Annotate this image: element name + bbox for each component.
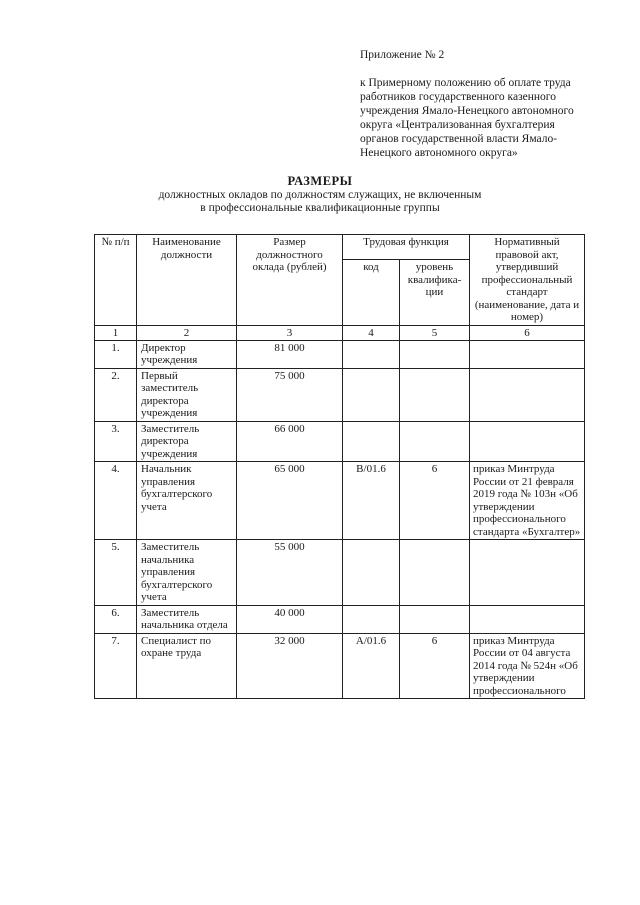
level-cell: 6 — [400, 462, 470, 540]
legal-act-cell: приказ Минтруда России от 04 августа 2014 года № 524н «Об утверждении профессионального — [470, 633, 585, 699]
column-number-cell: 3 — [237, 325, 343, 340]
salary-cell: 55 000 — [237, 540, 343, 606]
legal-act-cell: приказ Минтруда России от 21 февраля 2019 года № 103н «Об утверждении профессионального стандарта «Бухгалтер» — [470, 462, 585, 540]
header-position-name: Наименование должности — [137, 235, 237, 326]
table-body — [95, 325, 585, 699]
appendix-line: Ненецкого автономного округа» — [360, 147, 518, 159]
document-subtitle-line-2: в профессиональные квалификационные группы — [200, 202, 440, 214]
position-name-cell: Начальник управления бухгалтерского учета — [137, 462, 237, 540]
level-cell — [400, 605, 470, 633]
legal-act-cell — [470, 421, 585, 462]
header-salary: Размер должностного оклада (рублей) — [237, 235, 343, 326]
row-number-cell: 2. — [95, 368, 137, 421]
header-legal-act: Нормативный правовой акт, утвердивший профессиональный стандарт (наименование, дата и номер) — [470, 235, 585, 326]
position-name-cell: Заместитель начальника управления бухгалтерского учета — [137, 540, 237, 606]
position-name-cell: Заместитель директора учреждения — [137, 421, 237, 462]
legal-act-cell — [470, 340, 585, 368]
code-cell: A/01.6 — [343, 633, 400, 699]
table-row — [95, 633, 585, 699]
header-labor-function: Трудовая функция — [343, 235, 470, 260]
appendix-line: органов государственной власти Ямало- — [360, 133, 558, 145]
column-number-cell: 5 — [400, 325, 470, 340]
table-row — [95, 340, 585, 368]
salary-cell: 32 000 — [237, 633, 343, 699]
code-cell — [343, 368, 400, 421]
column-number-cell: 2 — [137, 325, 237, 340]
legal-act-cell — [470, 540, 585, 606]
position-name-cell: Директор учреждения — [137, 340, 237, 368]
table-row — [95, 368, 585, 421]
column-number-cell: 6 — [470, 325, 585, 340]
position-name-cell: Заместитель начальника отдела — [137, 605, 237, 633]
legal-act-cell — [470, 368, 585, 421]
salary-table — [94, 234, 585, 699]
appendix-block — [360, 48, 610, 160]
table-row — [95, 540, 585, 606]
row-number-cell: 1. — [95, 340, 137, 368]
position-name-cell: Первый заместитель директора учреждения — [137, 368, 237, 421]
level-cell — [400, 540, 470, 606]
salary-cell: 65 000 — [237, 462, 343, 540]
document-title: РАЗМЕРЫ — [287, 174, 353, 188]
level-cell — [400, 368, 470, 421]
header-level: уровень квалифика-ции — [400, 260, 470, 325]
appendix-line: учреждения Ямало-Ненецкого автономного — [360, 105, 574, 117]
salary-cell: 40 000 — [237, 605, 343, 633]
row-number-cell: 6. — [95, 605, 137, 633]
level-cell — [400, 421, 470, 462]
salary-cell: 75 000 — [237, 368, 343, 421]
row-number-cell: 4. — [95, 462, 137, 540]
table-row — [95, 421, 585, 462]
header-code: код — [343, 260, 400, 325]
code-cell — [343, 540, 400, 606]
table-row — [95, 462, 585, 540]
table-row — [95, 605, 585, 633]
legal-act-cell — [470, 605, 585, 633]
code-cell — [343, 421, 400, 462]
row-number-cell: 3. — [95, 421, 137, 462]
level-cell — [400, 340, 470, 368]
code-cell — [343, 605, 400, 633]
salary-cell: 66 000 — [237, 421, 343, 462]
header-num: № п/п — [95, 235, 137, 326]
row-number-cell: 5. — [95, 540, 137, 606]
position-name-cell: Специалист по охране труда — [137, 633, 237, 699]
column-number-cell: 1 — [95, 325, 137, 340]
appendix-line: округа «Централизованная бухгалтерия — [360, 119, 555, 131]
code-cell — [343, 340, 400, 368]
appendix-line: работников государственного казенного — [360, 91, 556, 103]
row-number-cell: 7. — [95, 633, 137, 699]
level-cell: 6 — [400, 633, 470, 699]
column-number-cell: 4 — [343, 325, 400, 340]
salary-cell: 81 000 — [237, 340, 343, 368]
code-cell: B/01.6 — [343, 462, 400, 540]
appendix-line: к Примерному положению об оплате труда — [360, 77, 571, 89]
column-number-row — [95, 325, 585, 340]
document-subtitle-line-1: должностных окладов по должностям служащих, не включенным — [158, 189, 482, 201]
appendix-number: Приложение № 2 — [360, 49, 445, 61]
document-heading — [0, 174, 640, 215]
